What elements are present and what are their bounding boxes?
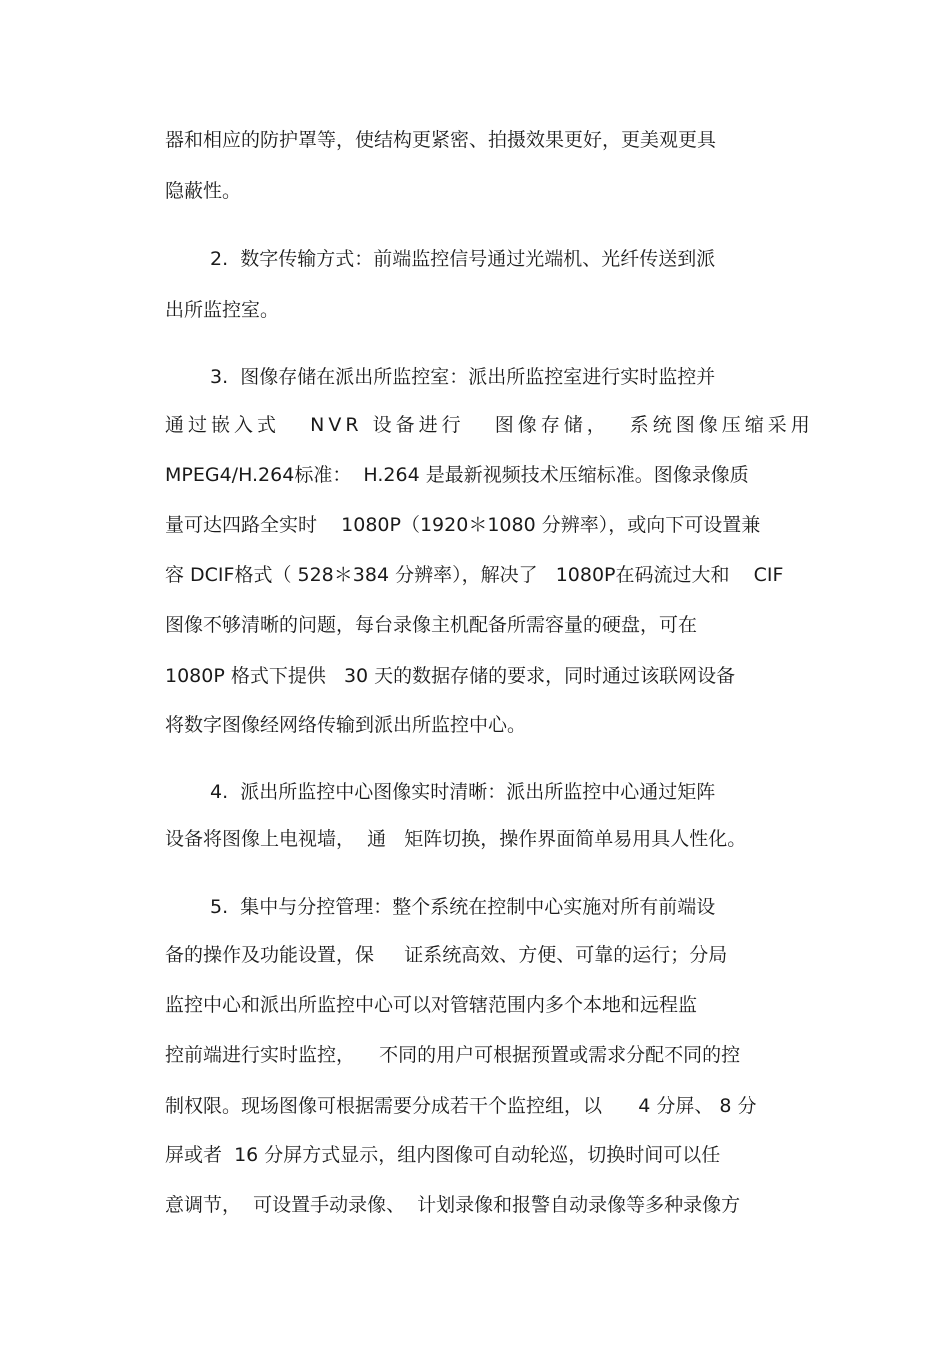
paragraph-line: 5. 集中与分控管理：整个系统在控制中心实施对所有前端设 [210, 896, 716, 918]
paragraph-line: 容 DCIF格式（ 528＊384 分辨率），解决了 1080P在码流过大和 CIF [165, 564, 784, 586]
paragraph-line: 监控中心和派出所监控中心可以对管辖范围内多个本地和远程监 [165, 994, 698, 1016]
paragraph-line: 1080P 格式下提供 30 天的数据存储的要求，同时通过该联网设备 [165, 665, 736, 687]
paragraph-line: 通过嵌入式 NVR 设备进行 图像存储， 系统图像压缩采用 [165, 414, 814, 436]
paragraph-line: 图像不够清晰的问题，每台录像主机配备所需容量的硬盘，可在 [165, 614, 698, 636]
paragraph-line: 2. 数字传输方式：前端监控信号通过光端机、光纤传送到派 [210, 248, 716, 270]
paragraph-line: MPEG4/H.264标准： H.264 是最新视频技术压缩标准。图像录像质 [165, 464, 749, 486]
paragraph-line: 意调节， 可设置手动录像、 计划录像和报警自动录像等多种录像方 [165, 1194, 741, 1216]
paragraph-line: 出所监控室。 [165, 299, 280, 321]
paragraph-line: 屏或者 16 分屏方式显示，组内图像可自动轮巡，切换时间可以任 [165, 1144, 721, 1166]
paragraph-line: 4. 派出所监控中心图像实时清晰：派出所监控中心通过矩阵 [210, 781, 716, 803]
paragraph-line: 控前端进行实时监控， 不同的用户可根据预置或需求分配不同的控 [165, 1044, 741, 1066]
paragraph-line: 备的操作及功能设置，保 证系统高效、方便、可靠的运行；分局 [165, 944, 728, 966]
paragraph-line: 将数字图像经网络传输到派出所监控中心。 [165, 714, 527, 736]
paragraph-line: 3. 图像存储在派出所监控室：派出所监控室进行实时监控并 [210, 366, 716, 388]
paragraph-line: 量可达四路全实时 1080P（1920＊1080 分辨率），或向下可设置兼 [165, 514, 761, 536]
paragraph-line: 隐蔽性。 [165, 180, 242, 202]
paragraph-line: 设备将图像上电视墙， 通 矩阵切换，操作界面简单易用具人性化。 [165, 828, 747, 850]
paragraph-line: 制权限。现场图像可根据需要分成若干个监控组，以 4 分屏、 8 分 [165, 1095, 757, 1117]
paragraph-line: 器和相应的防护罩等，使结构更紧密、拍摄效果更好，更美观更具 [165, 129, 717, 151]
